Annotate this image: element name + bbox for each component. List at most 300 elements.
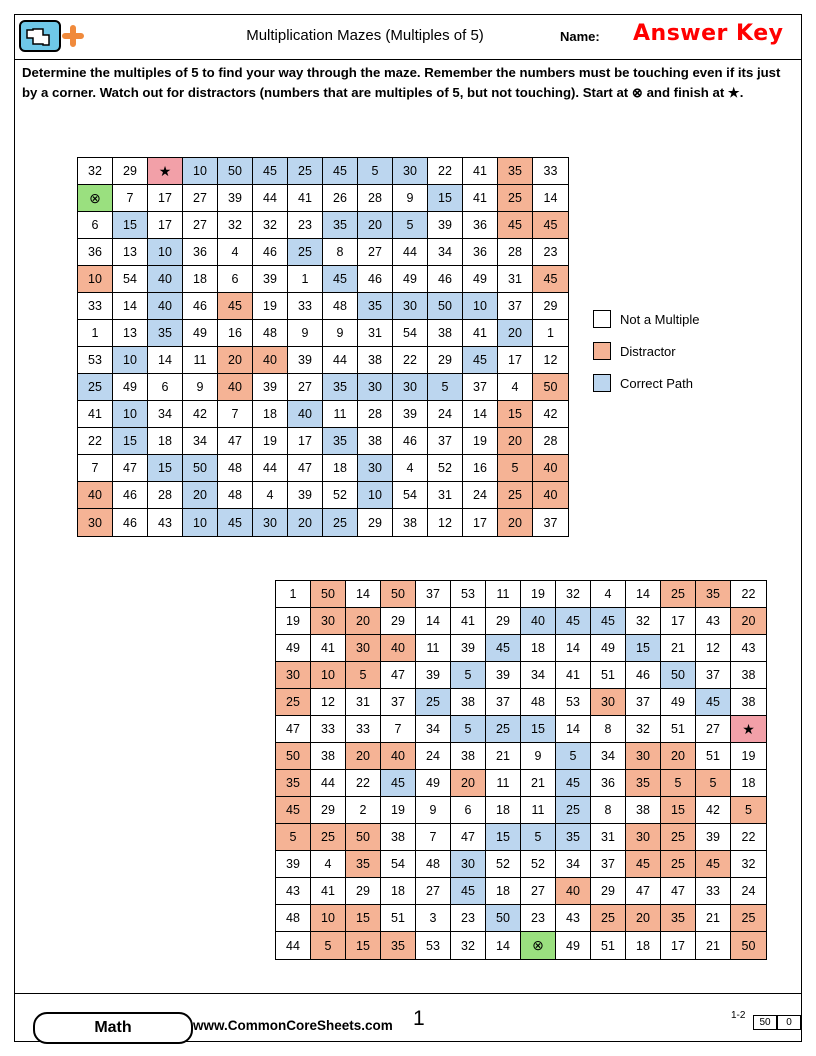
maze-cell: 36: [591, 770, 626, 797]
maze-cell: 20: [731, 608, 766, 635]
maze-cell: ⊗: [521, 932, 556, 959]
maze-cell: 47: [288, 455, 323, 482]
maze-cell: 25: [416, 689, 451, 716]
page-header: [15, 15, 801, 59]
score-box-total: 50: [753, 1015, 777, 1030]
maze-cell: 45: [556, 770, 591, 797]
maze-cell: 41: [288, 185, 323, 212]
maze-cell: 18: [486, 878, 521, 905]
maze-cell: 49: [393, 266, 428, 293]
maze-cell: 35: [346, 851, 381, 878]
maze-cell: 25: [288, 239, 323, 266]
maze-cell: 19: [253, 293, 288, 320]
maze-cell: 35: [696, 581, 731, 608]
maze-cell: 17: [148, 185, 183, 212]
maze-cell: 14: [626, 581, 661, 608]
maze-cell: 4: [393, 455, 428, 482]
maze-cell: 37: [591, 851, 626, 878]
maze-cell: 48: [276, 905, 311, 932]
maze-cell: 14: [346, 581, 381, 608]
maze-cell: 28: [358, 401, 393, 428]
maze-cell: 19: [253, 428, 288, 455]
maze-cell: 50: [428, 293, 463, 320]
maze-cell: 22: [346, 770, 381, 797]
maze-cell: 31: [428, 482, 463, 509]
maze-cell: 47: [626, 878, 661, 905]
maze-cell: 51: [381, 905, 416, 932]
maze-cell: 37: [486, 689, 521, 716]
maze-cell: 36: [463, 239, 498, 266]
maze-cell: 21: [696, 932, 731, 959]
maze-cell: 19: [463, 428, 498, 455]
maze-cell: 4: [253, 482, 288, 509]
maze-cell: 51: [591, 662, 626, 689]
maze-cell: 38: [626, 797, 661, 824]
maze-cell: 45: [696, 851, 731, 878]
maze-cell: 32: [731, 851, 766, 878]
maze-cell: 25: [276, 689, 311, 716]
maze-cell: 50: [486, 905, 521, 932]
maze-cell: 28: [498, 239, 533, 266]
maze-cell: 43: [696, 608, 731, 635]
maze-cell: 45: [556, 608, 591, 635]
maze-cell: 46: [358, 266, 393, 293]
maze-cell: 45: [323, 266, 358, 293]
maze-cell: 35: [661, 905, 696, 932]
maze-cell: 11: [416, 635, 451, 662]
maze-cell: 36: [463, 212, 498, 239]
maze-cell: 12: [696, 635, 731, 662]
maze-cell: 10: [463, 293, 498, 320]
maze-cell: 39: [428, 212, 463, 239]
maze-cell: 30: [78, 509, 113, 536]
maze-cell: 27: [696, 716, 731, 743]
answer-key-stamp: Answer Key: [633, 21, 784, 46]
maze-cell: ★: [148, 158, 183, 185]
maze-cell: 41: [451, 608, 486, 635]
legend-swatch-correct-path: [593, 374, 611, 392]
maze-cell: 25: [288, 158, 323, 185]
maze-cell: 27: [288, 374, 323, 401]
legend-swatch-not-a-multiple: [593, 310, 611, 328]
maze-cell: 46: [253, 239, 288, 266]
maze-cell: 8: [323, 239, 358, 266]
maze-cell: 19: [521, 581, 556, 608]
subject-badge: Math: [33, 1012, 193, 1044]
maze-cell: 32: [556, 581, 591, 608]
maze-cell: 35: [498, 158, 533, 185]
maze-cell: 16: [218, 320, 253, 347]
maze-cell: 48: [218, 455, 253, 482]
maze-cell: 40: [148, 293, 183, 320]
maze-cell: 23: [533, 239, 568, 266]
maze-cell: 14: [416, 608, 451, 635]
maze-cell: 11: [183, 347, 218, 374]
maze-cell: 1: [288, 266, 323, 293]
maze-cell: 50: [218, 158, 253, 185]
maze-cell: 47: [451, 824, 486, 851]
maze-cell: 5: [556, 743, 591, 770]
maze-cell: 53: [451, 581, 486, 608]
maze-cell: 20: [661, 743, 696, 770]
maze-cell: 44: [276, 932, 311, 959]
maze-cell: 28: [148, 482, 183, 509]
maze-cell: 45: [486, 635, 521, 662]
maze-cell: 51: [661, 716, 696, 743]
maze-cell: 19: [731, 743, 766, 770]
maze-cell: 5: [731, 797, 766, 824]
maze-cell: 23: [288, 212, 323, 239]
maze-cell: 46: [183, 293, 218, 320]
maze-cell: 20: [183, 482, 218, 509]
maze-cell: 20: [218, 347, 253, 374]
maze-cell: 37: [533, 509, 568, 536]
maze-cell: 8: [591, 797, 626, 824]
legend-item-correct-path: [593, 367, 699, 399]
maze-cell: 19: [276, 608, 311, 635]
maze-cell: 45: [591, 608, 626, 635]
maze-cell: 34: [428, 239, 463, 266]
maze-cell: 33: [311, 716, 346, 743]
maze-cell: 4: [591, 581, 626, 608]
maze-cell: 41: [311, 635, 346, 662]
maze-cell: 30: [451, 851, 486, 878]
maze-cell: 47: [661, 878, 696, 905]
maze-cell: 27: [358, 239, 393, 266]
maze-cell: 25: [731, 905, 766, 932]
maze-cell: 43: [148, 509, 183, 536]
maze-cell: 18: [323, 455, 358, 482]
maze-cell: 15: [521, 716, 556, 743]
maze-cell: 9: [183, 374, 218, 401]
maze-cell: 50: [731, 932, 766, 959]
maze-cell: 30: [358, 455, 393, 482]
maze-cell: 49: [463, 266, 498, 293]
maze-cell: 34: [521, 662, 556, 689]
maze-cell: 20: [451, 770, 486, 797]
maze-cell: 35: [626, 770, 661, 797]
maze-cell: 5: [428, 374, 463, 401]
maze-cell: 40: [533, 482, 568, 509]
maze-cell: 54: [381, 851, 416, 878]
page-title: Multiplication Mazes (Multiples of 5): [246, 27, 484, 44]
maze-cell: 25: [591, 905, 626, 932]
maze-cell: 25: [78, 374, 113, 401]
maze-cell: 32: [626, 608, 661, 635]
maze-grid-1: [77, 157, 569, 537]
maze-cell: 29: [311, 797, 346, 824]
maze-cell: 9: [288, 320, 323, 347]
maze-cell: 27: [521, 878, 556, 905]
maze-cell: 29: [113, 158, 148, 185]
maze-cell: 45: [253, 158, 288, 185]
maze-cell: 1: [276, 581, 311, 608]
maze-cell: 21: [696, 905, 731, 932]
maze-cell: 50: [346, 824, 381, 851]
maze-cell: 8: [591, 716, 626, 743]
maze-cell: 47: [218, 428, 253, 455]
legend-label-correct-path: Correct Path: [620, 375, 693, 391]
maze-cell: 21: [486, 743, 521, 770]
maze-cell: 30: [276, 662, 311, 689]
maze-cell: 20: [498, 320, 533, 347]
maze-cell: 46: [428, 266, 463, 293]
maze-cell: 40: [148, 266, 183, 293]
maze-cell: 39: [218, 185, 253, 212]
maze-cell: 15: [113, 428, 148, 455]
maze-cell: 40: [533, 455, 568, 482]
maze-cell: 18: [486, 797, 521, 824]
sheet-code: 1-2: [731, 1010, 746, 1021]
maze-cell: 13: [113, 239, 148, 266]
maze-cell: 38: [451, 743, 486, 770]
maze-cell: 4: [218, 239, 253, 266]
maze-cell: 52: [521, 851, 556, 878]
maze-cell: 48: [521, 689, 556, 716]
logo-icon: [19, 20, 87, 56]
maze-cell: 25: [556, 797, 591, 824]
maze-cell: 17: [288, 428, 323, 455]
maze-cell: 40: [381, 635, 416, 662]
maze-cell: 32: [218, 212, 253, 239]
maze-cell: 34: [591, 743, 626, 770]
maze-cell: 35: [323, 212, 358, 239]
maze-cell: 13: [113, 320, 148, 347]
maze-cell: 5: [661, 770, 696, 797]
maze-cell: 45: [323, 158, 358, 185]
maze-cell: 30: [626, 824, 661, 851]
maze-cell: 38: [731, 689, 766, 716]
maze-cell: 9: [416, 797, 451, 824]
maze-cell: 47: [113, 455, 148, 482]
maze-cell: 25: [311, 824, 346, 851]
maze-cell: 18: [148, 428, 183, 455]
maze-cell: 39: [253, 374, 288, 401]
maze-cell: 31: [498, 266, 533, 293]
maze-cell: 48: [416, 851, 451, 878]
maze-cell: 6: [148, 374, 183, 401]
maze-cell: 18: [626, 932, 661, 959]
maze-cell: 45: [533, 212, 568, 239]
maze-cell: 15: [661, 797, 696, 824]
maze-cell: 6: [451, 797, 486, 824]
maze-cell: 27: [183, 185, 218, 212]
maze-cell: 35: [323, 374, 358, 401]
maze-cell: 44: [323, 347, 358, 374]
maze-cell: 50: [661, 662, 696, 689]
maze-cell: 54: [393, 482, 428, 509]
maze-cell: 27: [416, 878, 451, 905]
maze-cell: 15: [346, 905, 381, 932]
maze-cell: 43: [731, 635, 766, 662]
maze-cell: 48: [323, 293, 358, 320]
maze-cell: 40: [381, 743, 416, 770]
maze-cell: 50: [381, 581, 416, 608]
maze-cell: 5: [451, 716, 486, 743]
maze-cell: 30: [591, 689, 626, 716]
maze-cell: 14: [486, 932, 521, 959]
maze-cell: 41: [463, 185, 498, 212]
maze-cell: 38: [731, 662, 766, 689]
maze-cell: 42: [533, 401, 568, 428]
maze-cell: 26: [323, 185, 358, 212]
maze-cell: 52: [323, 482, 358, 509]
maze-cell: 34: [416, 716, 451, 743]
maze-cell: 18: [731, 770, 766, 797]
maze-cell: 53: [78, 347, 113, 374]
maze-cell: 10: [311, 662, 346, 689]
maze-cell: 54: [393, 320, 428, 347]
maze-cell: 5: [311, 932, 346, 959]
maze-cell: 15: [626, 635, 661, 662]
maze-cell: 10: [148, 239, 183, 266]
maze-cell: 50: [276, 743, 311, 770]
maze-grid-2: [275, 580, 767, 960]
maze-cell: 47: [381, 662, 416, 689]
score-boxes: [753, 1015, 801, 1030]
maze-cell: 40: [218, 374, 253, 401]
maze-cell: 29: [486, 608, 521, 635]
worksheet-page: [14, 14, 802, 1042]
maze-cell: 18: [253, 401, 288, 428]
maze-cell: 35: [276, 770, 311, 797]
maze-cell: 4: [498, 374, 533, 401]
maze-cell: 37: [498, 293, 533, 320]
maze-cell: 37: [696, 662, 731, 689]
maze-cell: 29: [381, 608, 416, 635]
maze-cell: 25: [323, 509, 358, 536]
maze-cell: 39: [451, 635, 486, 662]
maze-cell: 30: [346, 635, 381, 662]
maze-cell: 1: [78, 320, 113, 347]
maze-cell: 14: [148, 347, 183, 374]
maze-cell: 22: [731, 824, 766, 851]
maze-cell: 30: [393, 293, 428, 320]
maze-cell: 45: [498, 212, 533, 239]
legend-label-not-a-multiple: Not a Multiple: [620, 311, 700, 327]
maze-cell: ⊗: [78, 185, 113, 212]
maze-cell: 12: [533, 347, 568, 374]
maze-cell: 53: [416, 932, 451, 959]
maze-cell: 38: [358, 347, 393, 374]
maze-cell: 52: [486, 851, 521, 878]
maze-cell: 24: [428, 401, 463, 428]
maze-cell: 32: [451, 932, 486, 959]
maze-cell: 47: [276, 716, 311, 743]
maze-cell: 51: [696, 743, 731, 770]
maze-cell: 36: [78, 239, 113, 266]
maze-cell: 28: [358, 185, 393, 212]
maze-cell: 29: [428, 347, 463, 374]
maze-cell: 33: [346, 716, 381, 743]
maze-cell: 29: [358, 509, 393, 536]
maze-cell: 48: [218, 482, 253, 509]
maze-cell: 10: [183, 509, 218, 536]
maze-cell: 38: [451, 689, 486, 716]
maze-cell: 49: [556, 932, 591, 959]
footer-divider: [15, 993, 801, 994]
maze-cell: 37: [626, 689, 661, 716]
maze-cell: 3: [416, 905, 451, 932]
maze-cell: 41: [463, 320, 498, 347]
legend-item-not-a-multiple: [593, 303, 699, 335]
maze-cell: 5: [451, 662, 486, 689]
maze-cell: 41: [463, 158, 498, 185]
maze-cell: 5: [346, 662, 381, 689]
maze-cell: 42: [183, 401, 218, 428]
maze-cell: 39: [288, 347, 323, 374]
maze-cell: 38: [428, 320, 463, 347]
maze-cell: 11: [323, 401, 358, 428]
maze-cell: 40: [521, 608, 556, 635]
maze-cell: 45: [218, 509, 253, 536]
score-box-value: 0: [777, 1015, 801, 1030]
maze-cell: 39: [416, 662, 451, 689]
maze-cell: 7: [78, 455, 113, 482]
maze-cell: 9: [393, 185, 428, 212]
maze-cell: 34: [183, 428, 218, 455]
maze-cell: 48: [253, 320, 288, 347]
maze-cell: 24: [463, 482, 498, 509]
maze-cell: 40: [78, 482, 113, 509]
maze-cell: 18: [183, 266, 218, 293]
maze-cell: 51: [591, 932, 626, 959]
maze-cell: 15: [486, 824, 521, 851]
maze-cell: 5: [276, 824, 311, 851]
maze-cell: 31: [346, 689, 381, 716]
maze-cell: 25: [661, 851, 696, 878]
maze-cell: 32: [78, 158, 113, 185]
maze-cell: 20: [346, 608, 381, 635]
maze-cell: 22: [393, 347, 428, 374]
maze-cell: 14: [533, 185, 568, 212]
legend-label-distractor: Distractor: [620, 343, 676, 359]
instructions-text: Determine the multiples of 5 to find your way through the maze. Remember the numbers must be touching even if its just by a corner. Watch out for distractors (numbers that are multiples of 5, but not touching). Start at ⊗ and finish at ★.: [22, 65, 781, 100]
maze-cell: 40: [556, 878, 591, 905]
maze-cell: 17: [463, 509, 498, 536]
maze-cell: 30: [393, 374, 428, 401]
maze-cell: 20: [358, 212, 393, 239]
maze-cell: 34: [556, 851, 591, 878]
maze-cell: 44: [393, 239, 428, 266]
maze-cell: 46: [113, 482, 148, 509]
maze-cell: 17: [148, 212, 183, 239]
name-label: Name:: [560, 29, 600, 44]
maze-cell: 22: [428, 158, 463, 185]
maze-cell: 41: [78, 401, 113, 428]
maze-cell: 27: [183, 212, 218, 239]
maze-cell: 53: [556, 689, 591, 716]
maze-cell: 6: [218, 266, 253, 293]
maze-cell: 23: [451, 905, 486, 932]
maze-cell: 49: [416, 770, 451, 797]
maze-cell: 24: [731, 878, 766, 905]
maze-cell: 23: [521, 905, 556, 932]
maze-cell: 49: [591, 635, 626, 662]
maze-cell: 29: [346, 878, 381, 905]
maze-cell: 28: [533, 428, 568, 455]
maze-cell: 17: [661, 608, 696, 635]
maze-cell: 14: [556, 716, 591, 743]
maze-cell: 10: [113, 347, 148, 374]
maze-cell: 9: [521, 743, 556, 770]
maze-cell: 40: [253, 347, 288, 374]
maze-cell: 35: [381, 932, 416, 959]
maze-cell: 29: [533, 293, 568, 320]
maze-cell: 42: [696, 797, 731, 824]
maze-cell: 45: [696, 689, 731, 716]
maze-cell: 52: [428, 455, 463, 482]
